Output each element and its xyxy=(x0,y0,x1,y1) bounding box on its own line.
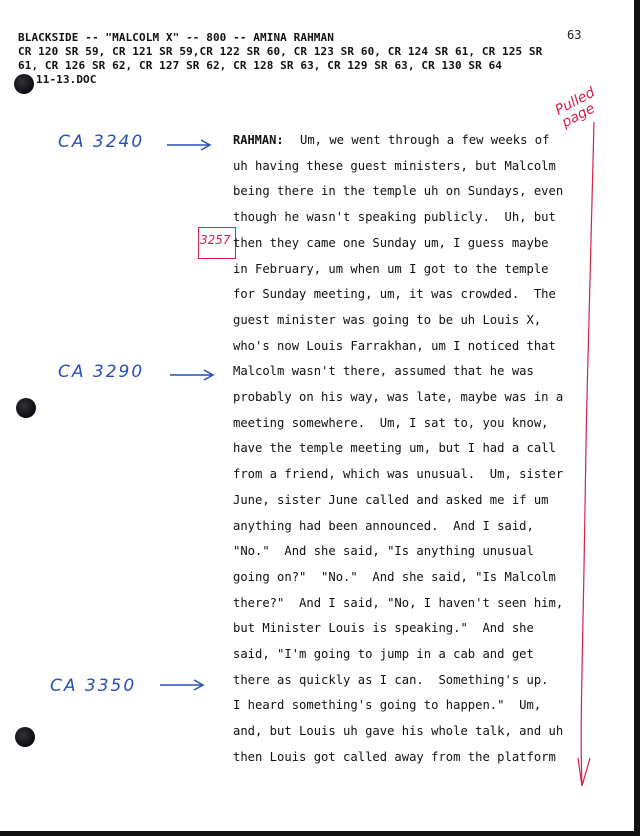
transcript-line: who's now Louis Farrakhan, um I noticed that xyxy=(233,338,556,353)
transcript-line: June, sister June called and asked me if um xyxy=(233,492,549,507)
transcript-line: guest minister was going to be uh Louis X, xyxy=(233,312,542,327)
arrow-icon xyxy=(165,138,215,152)
punch-hole-top xyxy=(14,74,34,94)
punch-hole-bottom xyxy=(15,727,35,747)
transcript-line: anything had been announced. And I said, xyxy=(233,518,534,533)
transcript-line: and, but Louis uh gave his whole talk, and uh xyxy=(233,724,564,739)
transcript-line: in February, um when um I got to the temple xyxy=(233,261,549,276)
transcript-line: then they came one Sunday um, I guess maybe xyxy=(233,235,549,250)
transcript-line: I heard something's going to happen." Um, xyxy=(233,698,542,713)
transcript-line: uh having these guest ministers, but Malcolm xyxy=(233,158,556,173)
transcript-line: there as quickly as I can. Something's up. xyxy=(233,672,549,687)
transcript-line: meeting somewhere. Um, I sat to, you know, xyxy=(233,415,549,430)
header-timecodes-line1: CR 120 SR 59, CR 121 SR 59,CR 122 SR 60, CR 123 SR 60, CR 124 SR 61, CR 125 SR xyxy=(18,45,543,58)
red-margin-line xyxy=(560,118,600,798)
header-title: BLACKSIDE -- "MALCOLM X" -- 800 -- AMINA RAHMAN xyxy=(18,31,334,44)
arrow-icon xyxy=(168,368,218,382)
transcript-line: Malcolm wasn't there, assumed that he was xyxy=(233,364,534,379)
red-margin-note: Pulled page xyxy=(552,84,598,132)
transcript-line: from a friend, which was unusual. Um, sister xyxy=(233,467,564,482)
transcript-line: going on?" "No." And she said, "Is Malcolm xyxy=(233,569,556,584)
header-filename: 11-13.DOC xyxy=(36,73,97,86)
speaker-label: RAHMAN: xyxy=(233,133,284,147)
transcript-line: have the temple meeting um, but I had a call xyxy=(233,441,556,456)
red-box-label: 3257 xyxy=(200,233,231,247)
transcript-line: for Sunday meeting, um, it was crowded. The xyxy=(233,287,556,302)
arrow-icon xyxy=(158,678,208,692)
transcript-line: said, "I'm going to jump in a cab and get xyxy=(233,647,534,661)
transcript-line: there?" And I said, "No, I haven't seen him, xyxy=(233,595,564,610)
header-timecodes-line2: 61, CR 126 SR 62, CR 127 SR 62, CR 128 SR 63, CR 129 SR 63, CR 130 SR 64 xyxy=(18,59,503,72)
transcript-line: "No." And she said, "Is anything unusual xyxy=(233,544,534,559)
transcript-line: probably on his way, was late, maybe was in a xyxy=(233,390,564,404)
page-number: 63 xyxy=(567,28,582,42)
scan-edge-right xyxy=(634,0,640,836)
margin-note-ca-3350: CA 3350 xyxy=(50,676,137,696)
transcript-line: being there in the temple uh on Sundays, even xyxy=(233,184,564,199)
transcript-line: Um, we went through a few weeks of xyxy=(300,133,550,147)
punch-hole-middle xyxy=(16,398,36,418)
transcript-line: then Louis got called away from the platform xyxy=(233,749,556,764)
scan-edge-bottom xyxy=(0,831,640,836)
margin-note-ca-3240: CA 3240 xyxy=(58,132,145,152)
transcript-line: but Minister Louis is speaking." And she xyxy=(233,621,534,636)
transcript-line: though he wasn't speaking publicly. Uh, but xyxy=(233,210,556,225)
margin-note-ca-3290: CA 3290 xyxy=(58,362,145,382)
